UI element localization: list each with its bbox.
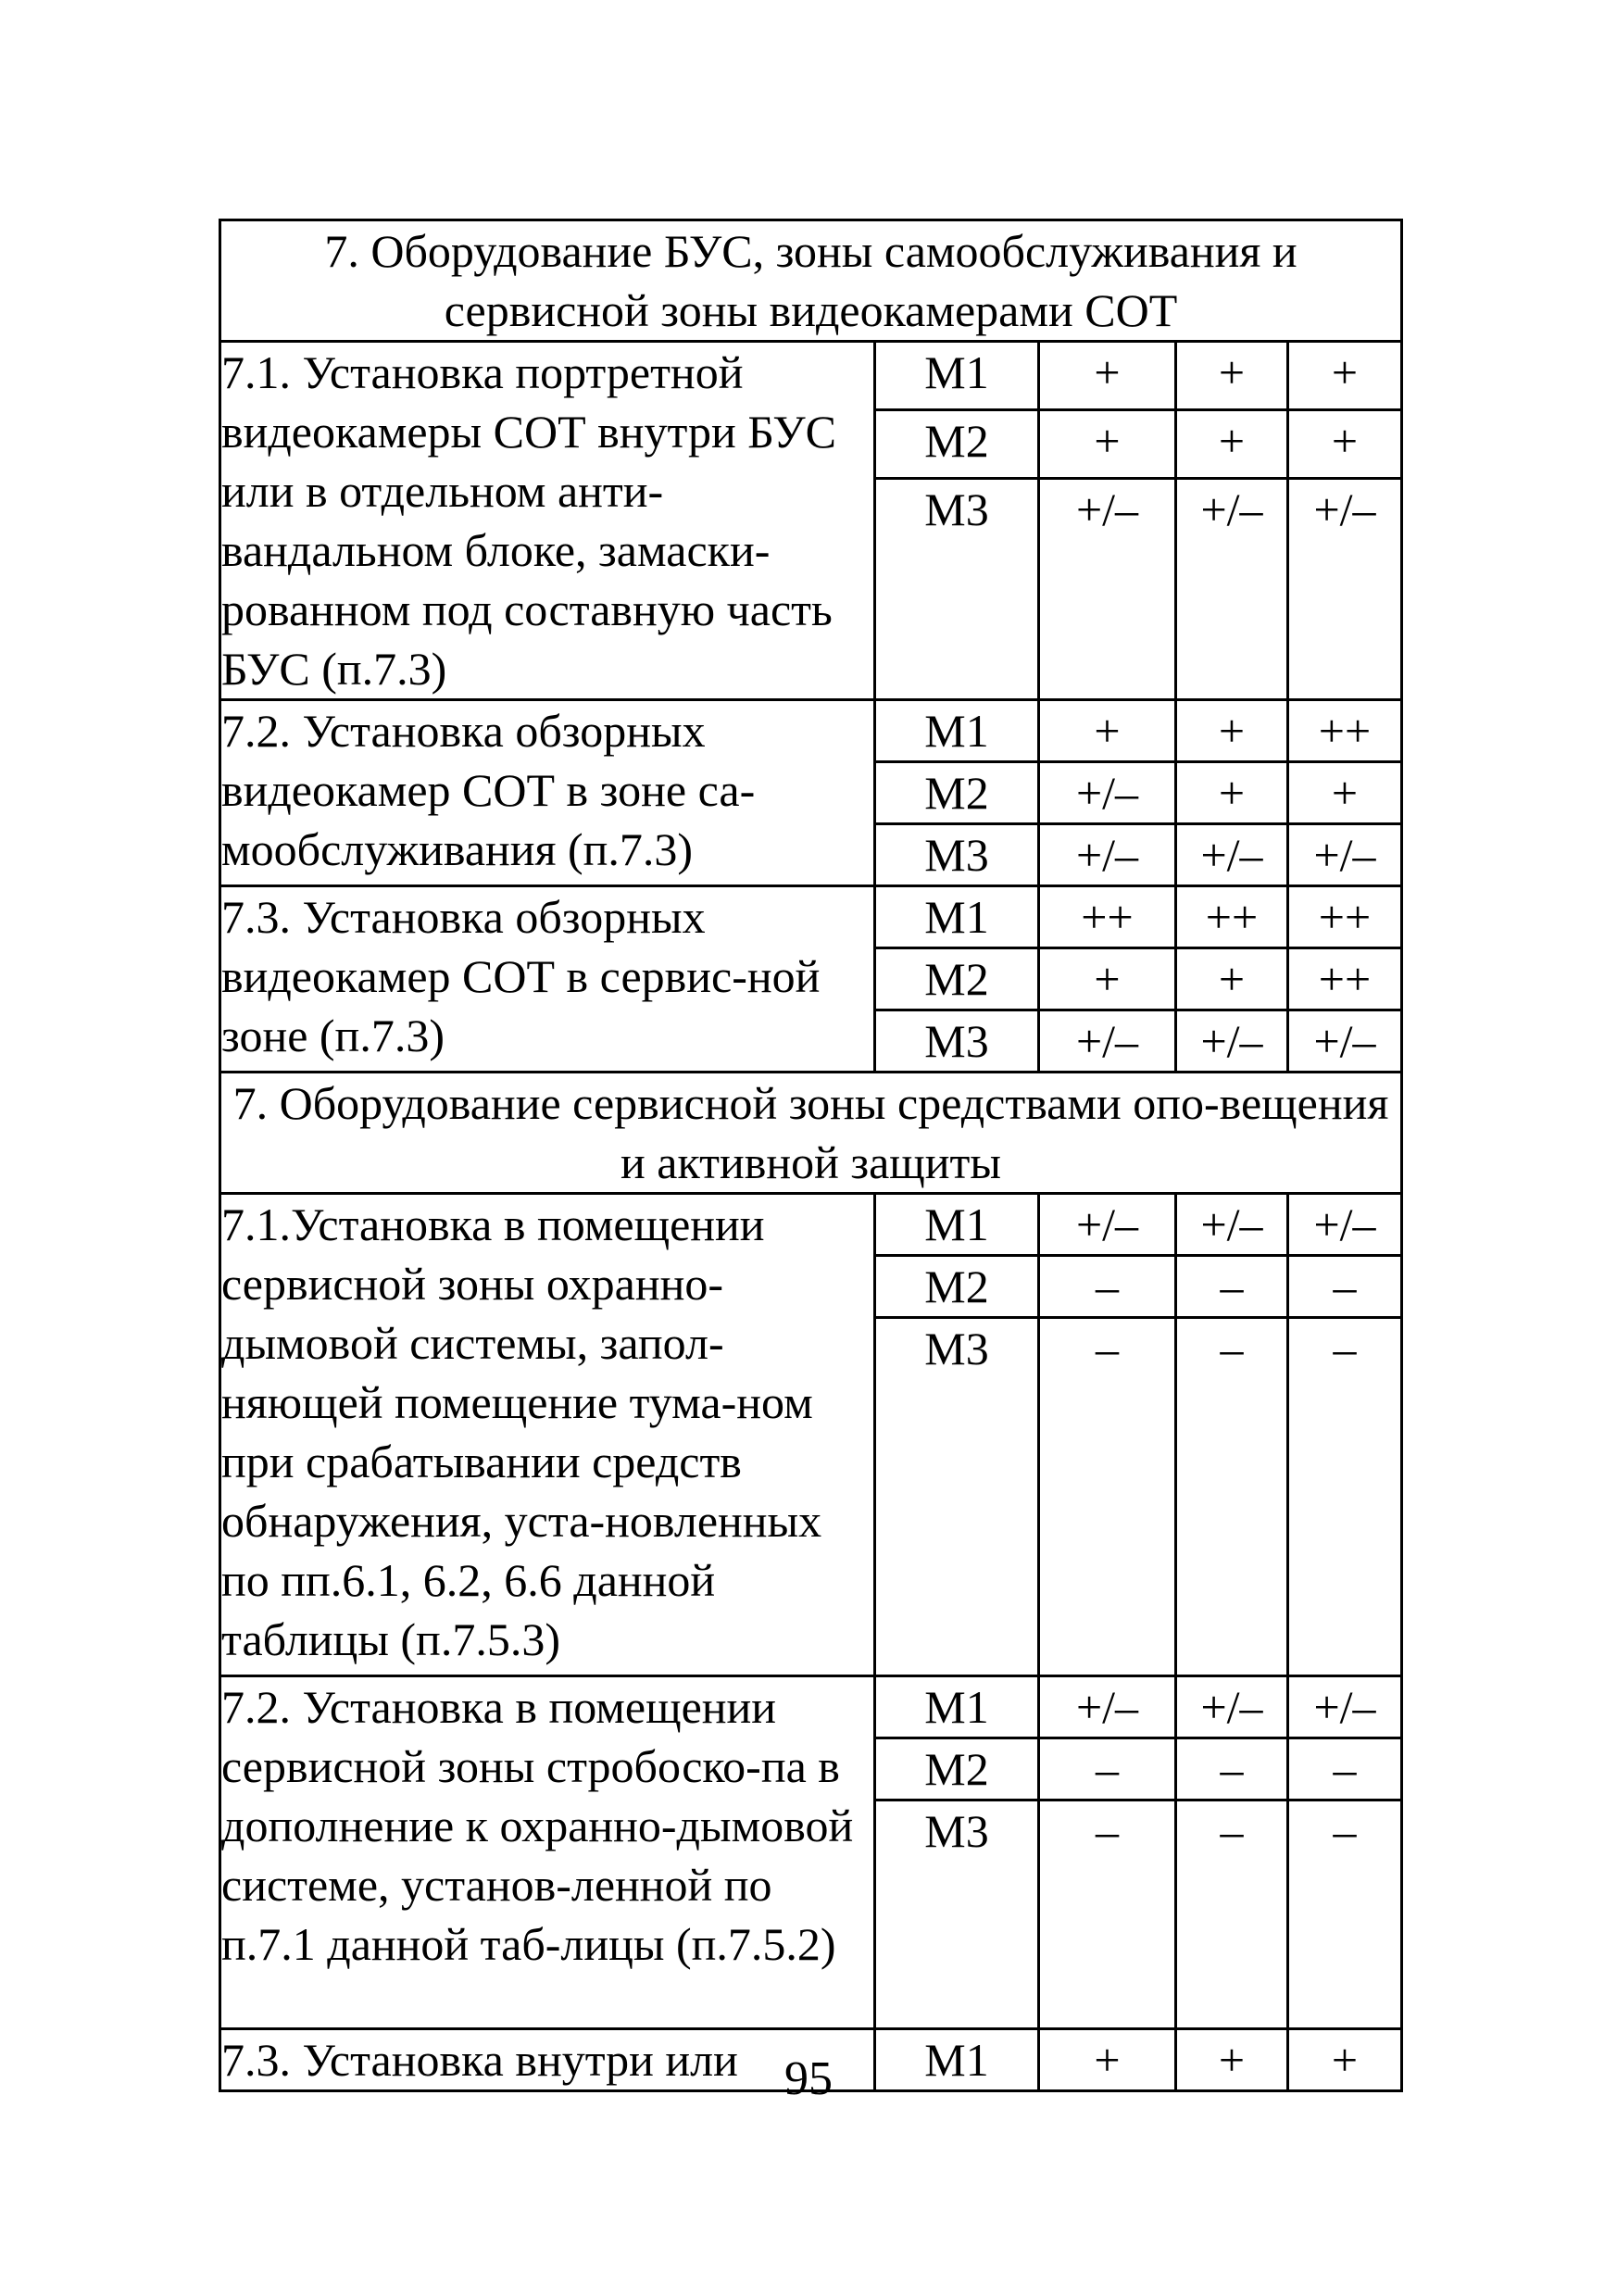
section-title: 7. Оборудование БУС, зоны самообслуживания и сервисной зоны видеокамерами СОТ bbox=[220, 220, 1402, 342]
value-cell: +/– bbox=[1039, 762, 1176, 824]
value-cell: +/– bbox=[1288, 1010, 1402, 1073]
value-cell: + bbox=[1039, 410, 1176, 479]
model-cell: М1 bbox=[875, 886, 1039, 948]
value-cell: ++ bbox=[1288, 700, 1402, 762]
value-cell: + bbox=[1176, 700, 1288, 762]
value-cell: +/– bbox=[1288, 824, 1402, 886]
table-row bbox=[220, 700, 1402, 762]
value-cell: ++ bbox=[1288, 886, 1402, 948]
table-row bbox=[220, 342, 1402, 410]
item-description: 7.2. Установка обзорных видеокамер СОТ в зоне са-мообслуживания (п.7.3) bbox=[220, 700, 875, 886]
value-cell: – bbox=[1288, 1800, 1402, 2029]
value-cell: +/– bbox=[1039, 1010, 1176, 1073]
model-cell: М1 bbox=[875, 342, 1039, 410]
model-cell: М3 bbox=[875, 479, 1039, 700]
value-cell: +/– bbox=[1039, 824, 1176, 886]
value-cell: +/– bbox=[1288, 479, 1402, 700]
value-cell: +/– bbox=[1176, 479, 1288, 700]
value-cell: – bbox=[1176, 1256, 1288, 1318]
model-cell: М2 bbox=[875, 1738, 1039, 1800]
value-cell: +/– bbox=[1039, 1676, 1176, 1738]
value-cell: – bbox=[1176, 1738, 1288, 1800]
section-title: 7. Оборудование сервисной зоны средствами опо-вещения и активной защиты bbox=[220, 1073, 1402, 1194]
value-cell: – bbox=[1039, 1800, 1176, 2029]
value-cell: + bbox=[1039, 342, 1176, 410]
value-cell: +/– bbox=[1176, 1194, 1288, 1256]
item-description: 7.1.Установка в помещении сервисной зоны охранно-дымовой системы, запол-няющей помещение тума-ном при срабатывании средств обнаружения, уста-новленных по пп.6.1, 6.2, 6.6 данной таблицы (п.7.5.3) bbox=[220, 1194, 875, 1676]
model-cell: М2 bbox=[875, 948, 1039, 1010]
value-cell: – bbox=[1288, 1256, 1402, 1318]
value-cell: – bbox=[1176, 1318, 1288, 1676]
value-cell: +/– bbox=[1176, 1676, 1288, 1738]
value-cell: – bbox=[1288, 1318, 1402, 1676]
model-cell: М1 bbox=[875, 1194, 1039, 1256]
model-cell: М1 bbox=[875, 700, 1039, 762]
value-cell: – bbox=[1288, 1738, 1402, 1800]
value-cell: + bbox=[1288, 762, 1402, 824]
value-cell: – bbox=[1039, 1318, 1176, 1676]
model-cell: М2 bbox=[875, 762, 1039, 824]
value-cell: +/– bbox=[1288, 1194, 1402, 1256]
value-cell: + bbox=[1176, 762, 1288, 824]
value-cell: + bbox=[1039, 2029, 1176, 2091]
requirements-table bbox=[219, 219, 1403, 2092]
value-cell: +/– bbox=[1176, 824, 1288, 886]
value-cell: ++ bbox=[1039, 886, 1176, 948]
model-cell: М1 bbox=[875, 1676, 1039, 1738]
model-cell: М2 bbox=[875, 410, 1039, 479]
value-cell: + bbox=[1288, 410, 1402, 479]
value-cell: + bbox=[1288, 342, 1402, 410]
value-cell: + bbox=[1039, 700, 1176, 762]
model-cell: М3 bbox=[875, 1800, 1039, 2029]
value-cell: +/– bbox=[1039, 479, 1176, 700]
model-cell: М3 bbox=[875, 1010, 1039, 1073]
value-cell: + bbox=[1288, 2029, 1402, 2091]
item-description: 7.3. Установка внутри или bbox=[220, 2029, 875, 2091]
value-cell: + bbox=[1176, 342, 1288, 410]
value-cell: – bbox=[1039, 1256, 1176, 1318]
value-cell: + bbox=[1039, 948, 1176, 1010]
value-cell: ++ bbox=[1288, 948, 1402, 1010]
value-cell: +/– bbox=[1176, 1010, 1288, 1073]
section-header-row bbox=[220, 1073, 1402, 1194]
item-description: 7.3. Установка обзорных видеокамер СОТ в сервис-ной зоне (п.7.3) bbox=[220, 886, 875, 1073]
value-cell: + bbox=[1176, 2029, 1288, 2091]
page-number: 95 bbox=[784, 2052, 833, 2105]
item-description: 7.1. Установка портретной видеокамеры СОТ внутри БУС или в отдельном анти-вандальном блоке, замаски-рованном под составную часть БУС (п.7.3) bbox=[220, 342, 875, 700]
value-cell: ++ bbox=[1176, 886, 1288, 948]
table-row bbox=[220, 886, 1402, 948]
table-row bbox=[220, 1676, 1402, 1738]
model-cell: М2 bbox=[875, 1256, 1039, 1318]
value-cell: + bbox=[1176, 410, 1288, 479]
value-cell: – bbox=[1176, 1800, 1288, 2029]
value-cell: +/– bbox=[1039, 1194, 1176, 1256]
value-cell: – bbox=[1039, 1738, 1176, 1800]
model-cell: М1 bbox=[875, 2029, 1039, 2091]
model-cell: М3 bbox=[875, 1318, 1039, 1676]
section-header-row bbox=[220, 220, 1402, 342]
model-cell: М3 bbox=[875, 824, 1039, 886]
table-row bbox=[220, 1194, 1402, 1256]
value-cell: +/– bbox=[1288, 1676, 1402, 1738]
value-cell: + bbox=[1176, 948, 1288, 1010]
item-description: 7.2. Установка в помещении сервисной зоны стробоско-па в дополнение к охранно-дымовой системе, установ-ленной по п.7.1 данной таб-лицы (п.7.5.2) bbox=[220, 1676, 875, 2029]
